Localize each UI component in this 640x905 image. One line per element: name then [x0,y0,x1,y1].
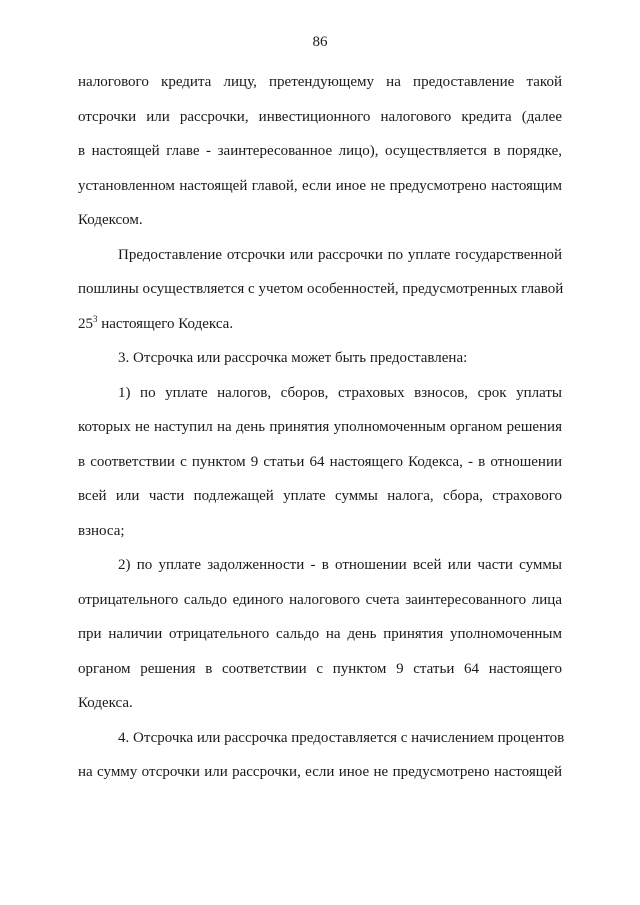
paragraph-state-duty [78,238,562,342]
text-line: налогового кредита лицу, претендующему на предоставление такой [78,74,562,90]
text-fragment: настоящего Кодекса. [97,315,234,332]
text-line: в настоящей главе - заинтересованное лицо), осуществляется в порядке, [78,143,562,159]
text-line: 2) по уплате задолженности - в отношении всей или части суммы [118,557,562,573]
text-line: взноса; [78,522,125,539]
text-line: 1) по уплате налогов, сборов, страховых взносов, срок уплаты [118,384,562,401]
text-line: на сумму отсрочки или рассрочки, если иное не предусмотрено настоящей [78,764,562,780]
text-line: 3. Отсрочка или рассрочка может быть предоставлена: [118,350,468,366]
text-line: которых не наступил на день принятия уполномоченным органом решения [78,419,562,435]
text-line: Кодексом. [78,212,143,228]
text-line: пошлины осуществляется с учетом особенностей, предусмотренных главой [78,281,564,297]
text-line: Кодекса. [78,695,133,711]
paragraph-subitem-1 [78,376,562,549]
text-line: в соответствии с пунктом 9 статьи 64 настоящего Кодекса, - в отношении [78,453,562,470]
paragraph-subitem-2 [78,548,562,721]
text-line [78,307,562,342]
text-line: 4. Отсрочка или рассрочка предоставляется с начислением процентов [118,729,565,746]
paragraph-item-4 [78,721,565,790]
document-body [78,65,565,790]
text-line: установленном настоящей главой, если иное не предусмотрено настоящим [78,177,562,194]
paragraph-continuation [78,65,562,238]
chapter-number: 25 [78,315,93,332]
paragraph-item-3 [78,341,562,376]
page-number: 86 [312,34,328,50]
text-line: отрицательного сальдо единого налогового счета заинтересованного лица [78,591,562,608]
text-line: органом решения в соответствии с пунктом 9 статьи 64 настоящего [78,660,562,677]
chapter-superscript: 3 [93,313,98,324]
text-line: всей или части подлежащей уплате суммы налога, сбора, страхового [78,488,562,504]
text-line: Предоставление отсрочки или рассрочки по уплате государственной [118,246,562,263]
text-line: при наличии отрицательного сальдо на день принятия уполномоченным [78,626,562,642]
text-line: отсрочки или рассрочки, инвестиционного налогового кредита (далее [78,108,562,125]
